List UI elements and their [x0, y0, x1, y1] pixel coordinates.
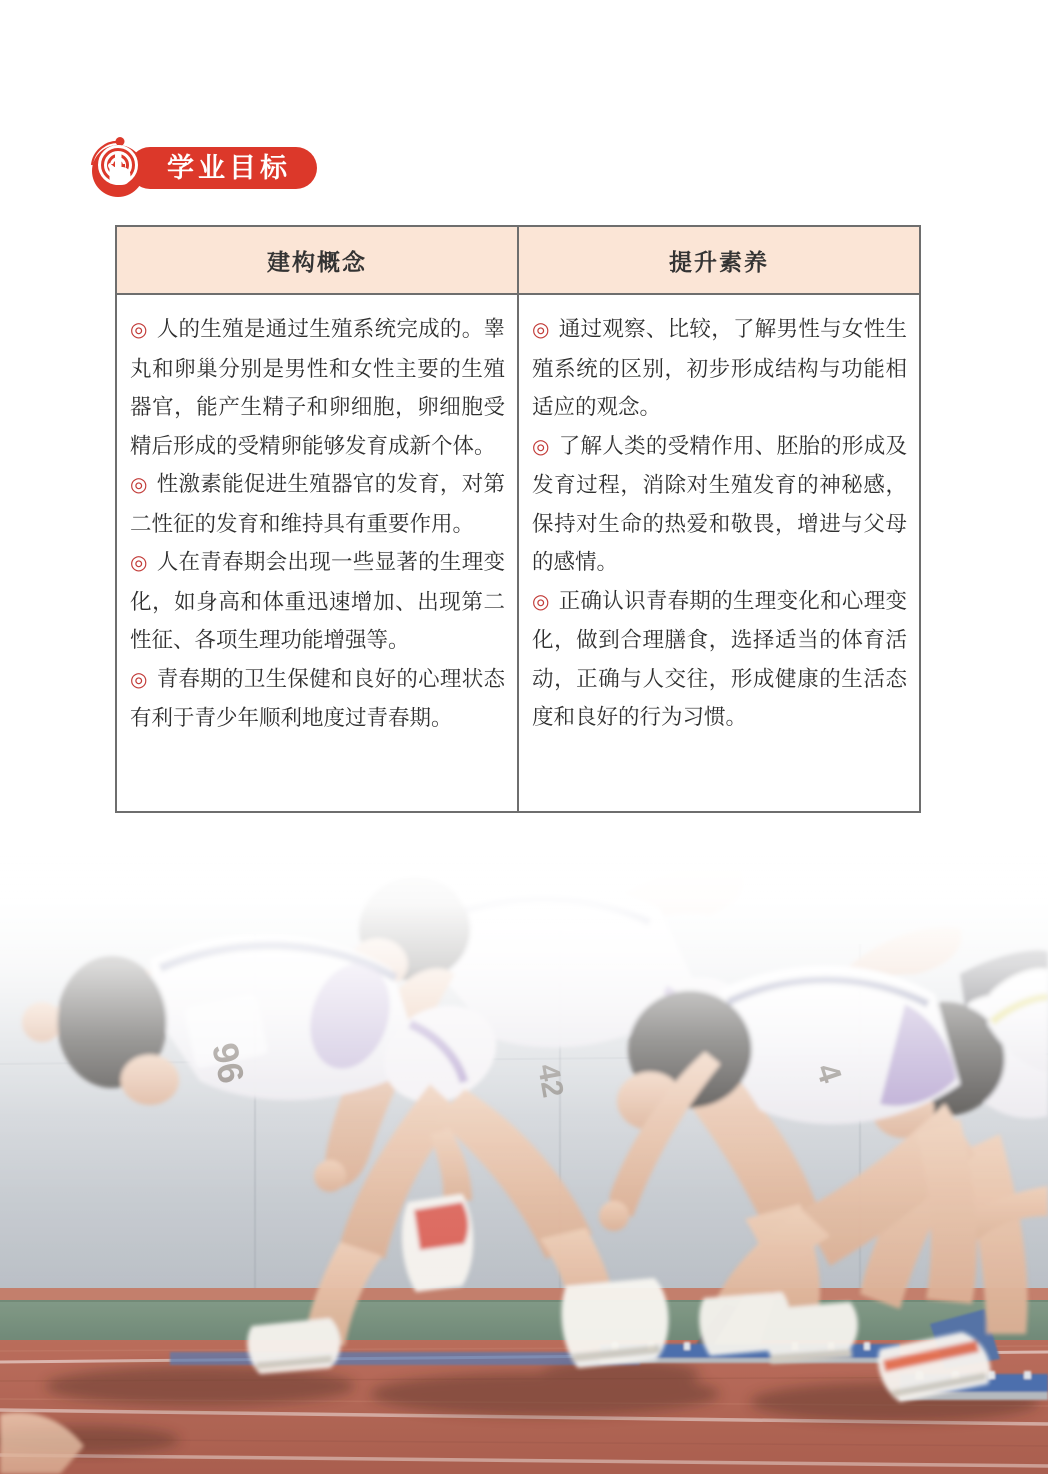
table-header-literacy: 提升素养: [518, 226, 920, 294]
bullet-icon: ◎: [130, 319, 148, 341]
bullet-icon: ◎: [532, 590, 550, 613]
concept-text: 人在青春期会出现一些显著的生理变化，如身高和体重迅速增加、出现第二性征、各项生理功能增强等。: [130, 550, 505, 652]
table-cell-literacy: [518, 294, 920, 812]
literacy-item: [532, 582, 907, 737]
bullet-icon: ◎: [130, 474, 148, 496]
section-badge: [85, 134, 305, 200]
concept-text: 青春期的卫生保健和良好的心理状态有利于青少年顺利地度过青春期。: [130, 666, 505, 730]
literacy-item: [532, 427, 907, 582]
goals-table: [115, 225, 921, 813]
bullet-icon: ◎: [130, 552, 148, 574]
literacy-item: [532, 310, 907, 427]
badge-label: 学业目标: [129, 147, 317, 189]
photo-scene: [0, 854, 1048, 1474]
concept-item: [130, 310, 505, 465]
bullet-icon: ◎: [532, 319, 550, 341]
concept-item: [130, 660, 505, 738]
concept-item: [130, 465, 505, 543]
literacy-text: 通过观察、比较，了解男性与女性生殖系统的区别，初步形成结构与功能相适应的观念。: [532, 317, 907, 419]
fade-overlay: [0, 854, 1048, 1474]
literacy-text: 正确认识青春期的生理变化和心理变化，做到合理膳食，选择适当的体育活动，正确与人交往，形成健康的生活态度和良好的行为习惯。: [532, 588, 907, 729]
sprint-start-photo: [0, 854, 1048, 1474]
touch-click-icon: [85, 134, 151, 200]
table-cell-concepts: [116, 294, 518, 812]
literacy-text: 了解人类的受精作用、胚胎的形成及发育过程，消除对生殖发育的神秘感，保持对生命的热爱和敬畏，增进与父母的感情。: [532, 433, 907, 574]
bullet-icon: ◎: [130, 668, 148, 691]
bullet-icon: ◎: [532, 435, 550, 458]
concept-text: 人的生殖是通过生殖系统完成的。睾丸和卵巢分别是男性和女性主要的生殖器官，能产生精子和卵细胞，卵细胞受精后形成的受精卵能够发育成新个体。: [130, 317, 505, 458]
concept-item: [130, 543, 505, 660]
table-header-concepts: 建构概念: [116, 226, 518, 294]
concept-text: 性激素能促进生殖器官的发育，对第二性征的发育和维持具有重要作用。: [130, 472, 505, 536]
